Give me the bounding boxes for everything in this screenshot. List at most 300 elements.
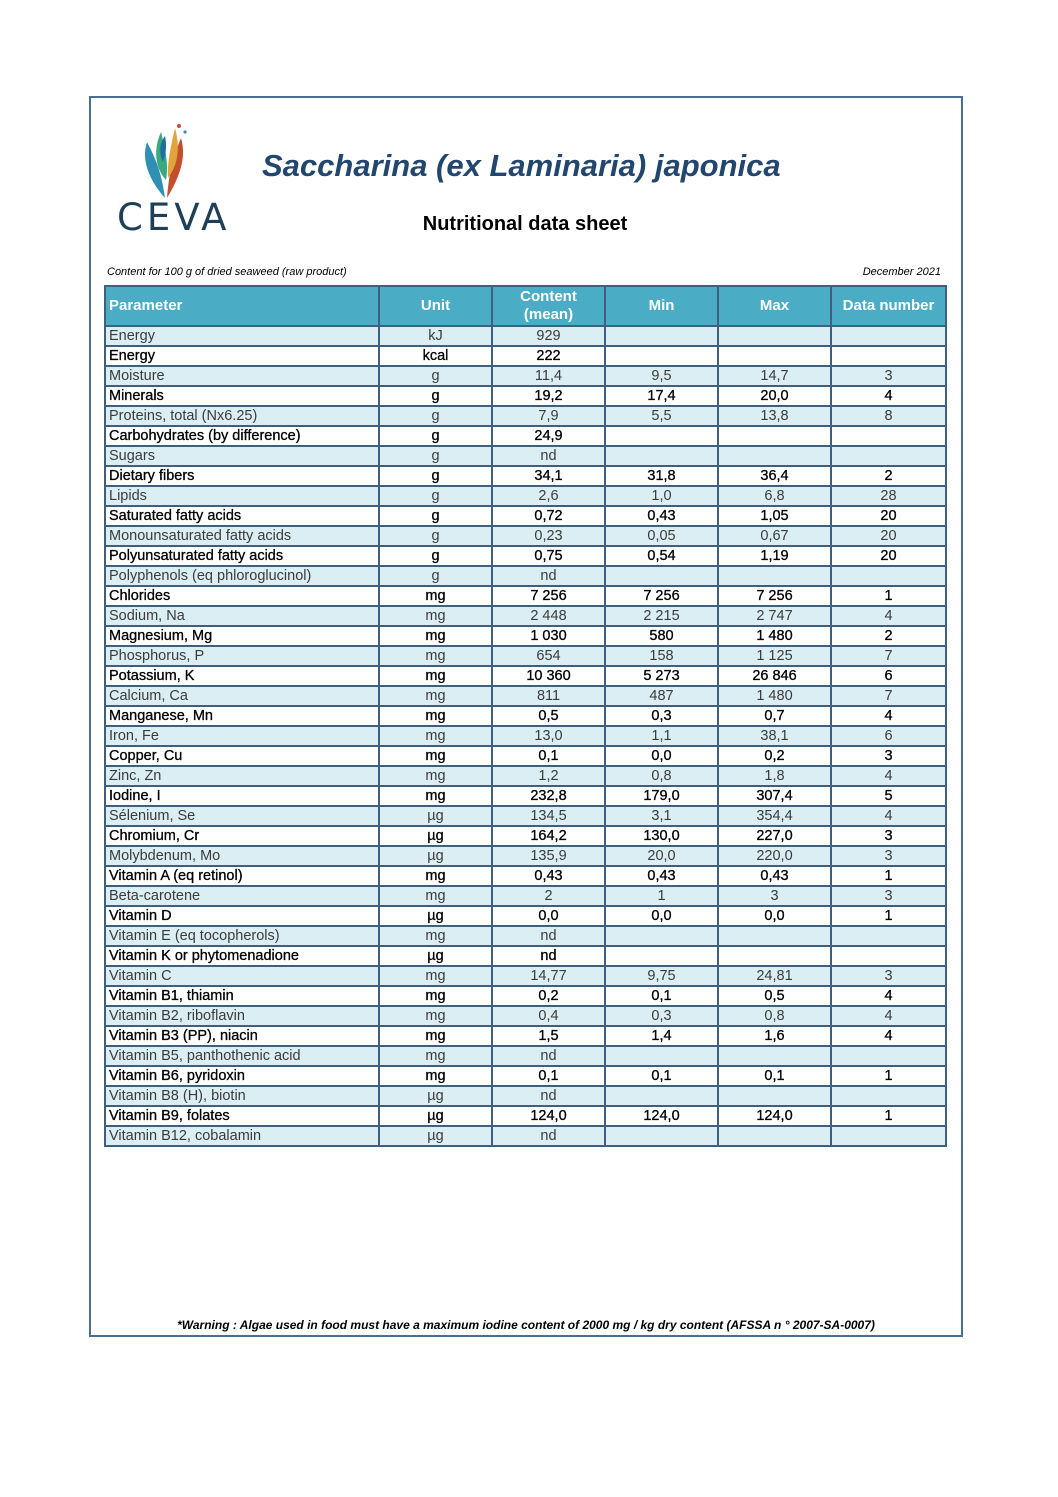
table-row — [105, 826, 946, 846]
cell-content: 2,6 — [492, 486, 605, 506]
table-row — [105, 1086, 946, 1106]
table-row — [105, 626, 946, 646]
cell-min: 1 — [605, 886, 718, 906]
cell-content: nd — [492, 566, 605, 586]
cell-unit: mg — [379, 746, 492, 766]
cell-min: 0,05 — [605, 526, 718, 546]
cell-data-number — [831, 1086, 946, 1106]
cell-content: nd — [492, 1046, 605, 1066]
cell-min — [605, 1046, 718, 1066]
cell-max: 1 480 — [718, 686, 831, 706]
table-row — [105, 946, 946, 966]
cell-parameter: Potassium, K — [105, 666, 379, 686]
cell-min: 0,3 — [605, 1006, 718, 1026]
cell-content: 232,8 — [492, 786, 605, 806]
cell-content: 0,1 — [492, 1066, 605, 1086]
cell-unit: mg — [379, 766, 492, 786]
cell-parameter: Vitamin B1, thiamin — [105, 986, 379, 1006]
cell-max: 6,8 — [718, 486, 831, 506]
cell-content: 135,9 — [492, 846, 605, 866]
cell-data-number: 6 — [831, 726, 946, 746]
cell-parameter: Energy — [105, 346, 379, 366]
cell-unit: g — [379, 526, 492, 546]
table-row — [105, 1006, 946, 1026]
table-row — [105, 566, 946, 586]
column-header-unit: Unit — [379, 286, 492, 326]
cell-min — [605, 1086, 718, 1106]
table-row — [105, 846, 946, 866]
cell-data-number: 20 — [831, 526, 946, 546]
cell-data-number — [831, 346, 946, 366]
cell-min: 5 273 — [605, 666, 718, 686]
cell-data-number — [831, 446, 946, 466]
cell-content: 1,2 — [492, 766, 605, 786]
cell-data-number: 3 — [831, 966, 946, 986]
cell-content: 0,72 — [492, 506, 605, 526]
cell-unit: µg — [379, 946, 492, 966]
cell-min: 1,0 — [605, 486, 718, 506]
cell-unit: mg — [379, 1046, 492, 1066]
cell-unit: µg — [379, 1126, 492, 1146]
cell-content: 811 — [492, 686, 605, 706]
cell-content: 7,9 — [492, 406, 605, 426]
cell-data-number: 4 — [831, 386, 946, 406]
cell-parameter: Monounsaturated fatty acids — [105, 526, 379, 546]
cell-parameter: Molybdenum, Mo — [105, 846, 379, 866]
cell-parameter: Vitamin D — [105, 906, 379, 926]
cell-content: 0,75 — [492, 546, 605, 566]
nutrition-table — [104, 285, 947, 1147]
cell-content: 0,0 — [492, 906, 605, 926]
cell-min: 17,4 — [605, 386, 718, 406]
cell-max: 0,0 — [718, 906, 831, 926]
cell-parameter: Beta-carotene — [105, 886, 379, 906]
table-row — [105, 606, 946, 626]
cell-content: 0,5 — [492, 706, 605, 726]
cell-min: 9,5 — [605, 366, 718, 386]
cell-max: 0,2 — [718, 746, 831, 766]
cell-max: 0,7 — [718, 706, 831, 726]
cell-min: 0,43 — [605, 866, 718, 886]
cell-unit: mg — [379, 1026, 492, 1046]
cell-data-number — [831, 946, 946, 966]
cell-content: 11,4 — [492, 366, 605, 386]
cell-max: 14,7 — [718, 366, 831, 386]
column-header-min: Min — [605, 286, 718, 326]
cell-min — [605, 926, 718, 946]
cell-content: nd — [492, 926, 605, 946]
page-subtitle: Nutritional data sheet — [422, 213, 628, 235]
cell-unit: mg — [379, 926, 492, 946]
cell-content: nd — [492, 946, 605, 966]
table-row — [105, 466, 946, 486]
cell-min: 179,0 — [605, 786, 718, 806]
cell-parameter: Lipids — [105, 486, 379, 506]
cell-unit: mg — [379, 626, 492, 646]
table-row — [105, 1106, 946, 1126]
cell-min — [605, 326, 718, 346]
column-header-data-number: Data number — [831, 286, 946, 326]
cell-max: 1,6 — [718, 1026, 831, 1046]
table-row — [105, 426, 946, 446]
cell-parameter: Vitamin B3 (PP), niacin — [105, 1026, 379, 1046]
table-row — [105, 486, 946, 506]
cell-content: 0,1 — [492, 746, 605, 766]
cell-unit: mg — [379, 606, 492, 626]
cell-content: 222 — [492, 346, 605, 366]
cell-parameter: Saturated fatty acids — [105, 506, 379, 526]
cell-max: 354,4 — [718, 806, 831, 826]
cell-max: 13,8 — [718, 406, 831, 426]
table-row — [105, 1046, 946, 1066]
date-label: December 2021 — [862, 266, 941, 278]
cell-unit: g — [379, 426, 492, 446]
cell-unit: g — [379, 546, 492, 566]
cell-max — [718, 946, 831, 966]
cell-max: 20,0 — [718, 386, 831, 406]
table-row — [105, 726, 946, 746]
cell-unit: µg — [379, 1106, 492, 1126]
cell-min: 0,0 — [605, 746, 718, 766]
table-row — [105, 786, 946, 806]
table-row — [105, 446, 946, 466]
cell-parameter: Vitamin K or phytomenadione — [105, 946, 379, 966]
cell-unit: g — [379, 466, 492, 486]
table-row — [105, 1126, 946, 1146]
table-row — [105, 1066, 946, 1086]
cell-data-number: 2 — [831, 466, 946, 486]
cell-data-number — [831, 566, 946, 586]
cell-min — [605, 946, 718, 966]
cell-unit: kcal — [379, 346, 492, 366]
cell-min — [605, 426, 718, 446]
cell-unit: µg — [379, 826, 492, 846]
cell-max: 0,8 — [718, 1006, 831, 1026]
cell-data-number: 1 — [831, 906, 946, 926]
cell-min: 0,8 — [605, 766, 718, 786]
cell-parameter: Vitamin C — [105, 966, 379, 986]
cell-content: 13,0 — [492, 726, 605, 746]
table-row — [105, 646, 946, 666]
cell-content: 0,23 — [492, 526, 605, 546]
cell-parameter: Energy — [105, 326, 379, 346]
table-row — [105, 506, 946, 526]
cell-unit: mg — [379, 586, 492, 606]
table-row — [105, 1026, 946, 1046]
cell-min — [605, 346, 718, 366]
cell-unit: g — [379, 446, 492, 466]
cell-max — [718, 566, 831, 586]
cell-parameter: Sodium, Na — [105, 606, 379, 626]
cell-unit: mg — [379, 726, 492, 746]
table-row — [105, 686, 946, 706]
cell-unit: mg — [379, 886, 492, 906]
cell-max — [718, 426, 831, 446]
cell-unit: mg — [379, 986, 492, 1006]
cell-parameter: Vitamin B6, pyridoxin — [105, 1066, 379, 1086]
cell-data-number — [831, 1126, 946, 1146]
cell-content: 0,4 — [492, 1006, 605, 1026]
cell-min: 7 256 — [605, 586, 718, 606]
cell-max: 0,43 — [718, 866, 831, 886]
cell-unit: µg — [379, 1086, 492, 1106]
cell-max — [718, 926, 831, 946]
cell-min: 0,3 — [605, 706, 718, 726]
cell-content: 14,77 — [492, 966, 605, 986]
table-row — [105, 366, 946, 386]
cell-data-number: 5 — [831, 786, 946, 806]
cell-max: 26 846 — [718, 666, 831, 686]
cell-content: nd — [492, 1126, 605, 1146]
cell-parameter: Proteins, total (Nx6.25) — [105, 406, 379, 426]
cell-parameter: Vitamin B8 (H), biotin — [105, 1086, 379, 1106]
cell-content: 24,9 — [492, 426, 605, 446]
cell-parameter: Minerals — [105, 386, 379, 406]
logo-text: CEVA — [117, 196, 231, 239]
cell-max — [718, 446, 831, 466]
table-row — [105, 526, 946, 546]
cell-data-number: 3 — [831, 746, 946, 766]
cell-min: 0,43 — [605, 506, 718, 526]
cell-unit: kJ — [379, 326, 492, 346]
cell-data-number — [831, 1046, 946, 1066]
cell-parameter: Vitamin B5, panthothenic acid — [105, 1046, 379, 1066]
cell-parameter: Iodine, I — [105, 786, 379, 806]
cell-min: 3,1 — [605, 806, 718, 826]
cell-data-number: 4 — [831, 1006, 946, 1026]
cell-max — [718, 1126, 831, 1146]
table-row — [105, 886, 946, 906]
cell-max: 24,81 — [718, 966, 831, 986]
cell-data-number: 1 — [831, 586, 946, 606]
table-header-row — [105, 286, 946, 326]
table-row — [105, 926, 946, 946]
cell-parameter: Phosphorus, P — [105, 646, 379, 666]
cell-min — [605, 566, 718, 586]
cell-parameter: Vitamin A (eq retinol) — [105, 866, 379, 886]
cell-parameter: Polyunsaturated fatty acids — [105, 546, 379, 566]
cell-max: 1 125 — [718, 646, 831, 666]
cell-data-number: 6 — [831, 666, 946, 686]
cell-unit: mg — [379, 866, 492, 886]
cell-min — [605, 446, 718, 466]
cell-unit: mg — [379, 1066, 492, 1086]
cell-content: 19,2 — [492, 386, 605, 406]
cell-parameter: Zinc, Zn — [105, 766, 379, 786]
cell-data-number: 7 — [831, 686, 946, 706]
cell-data-number: 4 — [831, 606, 946, 626]
cell-max: 2 747 — [718, 606, 831, 626]
table-row — [105, 806, 946, 826]
cell-max: 36,4 — [718, 466, 831, 486]
cell-min: 0,0 — [605, 906, 718, 926]
cell-min: 0,1 — [605, 986, 718, 1006]
table-row — [105, 966, 946, 986]
cell-parameter: Dietary fibers — [105, 466, 379, 486]
table-row — [105, 586, 946, 606]
cell-data-number: 28 — [831, 486, 946, 506]
cell-parameter: Vitamin B12, cobalamin — [105, 1126, 379, 1146]
cell-max: 220,0 — [718, 846, 831, 866]
cell-max: 3 — [718, 886, 831, 906]
content-note: Content for 100 g of dried seaweed (raw product) — [107, 266, 347, 278]
cell-max: 307,4 — [718, 786, 831, 806]
cell-unit: mg — [379, 646, 492, 666]
cell-max — [718, 1046, 831, 1066]
cell-unit: µg — [379, 846, 492, 866]
column-header-max: Max — [718, 286, 831, 326]
table-row — [105, 406, 946, 426]
cell-max: 0,67 — [718, 526, 831, 546]
cell-min: 2 215 — [605, 606, 718, 626]
cell-content: 2 448 — [492, 606, 605, 626]
cell-content: 7 256 — [492, 586, 605, 606]
cell-parameter: Sugars — [105, 446, 379, 466]
cell-data-number: 3 — [831, 366, 946, 386]
cell-content: nd — [492, 446, 605, 466]
column-header-content: Content (mean) — [492, 286, 605, 326]
cell-max: 1,8 — [718, 766, 831, 786]
cell-min: 1,1 — [605, 726, 718, 746]
cell-min: 31,8 — [605, 466, 718, 486]
cell-max — [718, 346, 831, 366]
cell-min: 1,4 — [605, 1026, 718, 1046]
cell-content: 124,0 — [492, 1106, 605, 1126]
cell-unit: mg — [379, 706, 492, 726]
cell-unit: mg — [379, 966, 492, 986]
cell-data-number — [831, 326, 946, 346]
seaweed-logo-icon — [135, 120, 199, 200]
cell-max: 1,05 — [718, 506, 831, 526]
cell-unit: g — [379, 486, 492, 506]
column-header-parameter: Parameter — [105, 286, 379, 326]
cell-parameter: Chromium, Cr — [105, 826, 379, 846]
cell-parameter: Calcium, Ca — [105, 686, 379, 706]
table-row — [105, 866, 946, 886]
cell-min: 0,1 — [605, 1066, 718, 1086]
cell-parameter: Magnesium, Mg — [105, 626, 379, 646]
table-body — [105, 326, 946, 1146]
cell-parameter: Sélenium, Se — [105, 806, 379, 826]
cell-min: 20,0 — [605, 846, 718, 866]
cell-parameter: Vitamin B2, riboflavin — [105, 1006, 379, 1026]
table-row — [105, 546, 946, 566]
cell-content: 929 — [492, 326, 605, 346]
cell-data-number — [831, 926, 946, 946]
cell-min: 124,0 — [605, 1106, 718, 1126]
table-row — [105, 906, 946, 926]
cell-content: 34,1 — [492, 466, 605, 486]
iodine-warning: *Warning : Algae used in food must have a maximum iodine content of 2000 mg / kg dry content (AFSSA n ° 2007-SA-0007) — [177, 1318, 875, 1332]
table-row — [105, 766, 946, 786]
cell-parameter: Vitamin E (eq tocopherols) — [105, 926, 379, 946]
cell-max: 1 480 — [718, 626, 831, 646]
cell-content: 0,2 — [492, 986, 605, 1006]
table-row — [105, 706, 946, 726]
cell-max — [718, 326, 831, 346]
cell-unit: g — [379, 366, 492, 386]
cell-data-number: 3 — [831, 886, 946, 906]
cell-unit: mg — [379, 666, 492, 686]
cell-data-number: 7 — [831, 646, 946, 666]
cell-unit: mg — [379, 786, 492, 806]
cell-data-number: 4 — [831, 986, 946, 1006]
cell-content: 654 — [492, 646, 605, 666]
page-title: Saccharina (ex Laminaria) japonica — [262, 148, 781, 183]
cell-max: 124,0 — [718, 1106, 831, 1126]
cell-parameter: Copper, Cu — [105, 746, 379, 766]
cell-unit: mg — [379, 1006, 492, 1026]
cell-parameter: Iron, Fe — [105, 726, 379, 746]
cell-data-number: 1 — [831, 1066, 946, 1086]
cell-data-number: 20 — [831, 506, 946, 526]
cell-min: 9,75 — [605, 966, 718, 986]
table-row — [105, 746, 946, 766]
cell-content: 2 — [492, 886, 605, 906]
cell-data-number: 20 — [831, 546, 946, 566]
cell-min: 158 — [605, 646, 718, 666]
cell-max: 1,19 — [718, 546, 831, 566]
cell-max: 0,5 — [718, 986, 831, 1006]
cell-data-number: 4 — [831, 766, 946, 786]
cell-unit: g — [379, 566, 492, 586]
cell-parameter: Polyphenols (eq phloroglucinol) — [105, 566, 379, 586]
cell-min: 0,54 — [605, 546, 718, 566]
cell-content: 10 360 — [492, 666, 605, 686]
cell-parameter: Vitamin B9, folates — [105, 1106, 379, 1126]
table-row — [105, 386, 946, 406]
cell-unit: µg — [379, 806, 492, 826]
cell-parameter: Manganese, Mn — [105, 706, 379, 726]
cell-data-number: 1 — [831, 1106, 946, 1126]
cell-max: 7 256 — [718, 586, 831, 606]
cell-data-number: 1 — [831, 866, 946, 886]
cell-content: 0,43 — [492, 866, 605, 886]
cell-content: 134,5 — [492, 806, 605, 826]
table-row — [105, 666, 946, 686]
cell-min — [605, 1126, 718, 1146]
cell-parameter: Carbohydrates (by difference) — [105, 426, 379, 446]
cell-content: 164,2 — [492, 826, 605, 846]
table-row — [105, 346, 946, 366]
cell-data-number: 2 — [831, 626, 946, 646]
cell-parameter: Moisture — [105, 366, 379, 386]
cell-min: 130,0 — [605, 826, 718, 846]
cell-data-number: 3 — [831, 826, 946, 846]
cell-min: 580 — [605, 626, 718, 646]
cell-max: 227,0 — [718, 826, 831, 846]
cell-content: 1 030 — [492, 626, 605, 646]
cell-data-number: 8 — [831, 406, 946, 426]
cell-content: nd — [492, 1086, 605, 1106]
cell-unit: g — [379, 386, 492, 406]
table-row — [105, 986, 946, 1006]
cell-data-number: 4 — [831, 806, 946, 826]
cell-max — [718, 1086, 831, 1106]
cell-parameter: Chlorides — [105, 586, 379, 606]
cell-data-number — [831, 426, 946, 446]
cell-min: 5,5 — [605, 406, 718, 426]
cell-data-number: 4 — [831, 706, 946, 726]
cell-min: 487 — [605, 686, 718, 706]
cell-data-number: 4 — [831, 1026, 946, 1046]
cell-unit: mg — [379, 686, 492, 706]
cell-data-number: 3 — [831, 846, 946, 866]
cell-max: 0,1 — [718, 1066, 831, 1086]
cell-unit: g — [379, 406, 492, 426]
table-row — [105, 326, 946, 346]
cell-max: 38,1 — [718, 726, 831, 746]
